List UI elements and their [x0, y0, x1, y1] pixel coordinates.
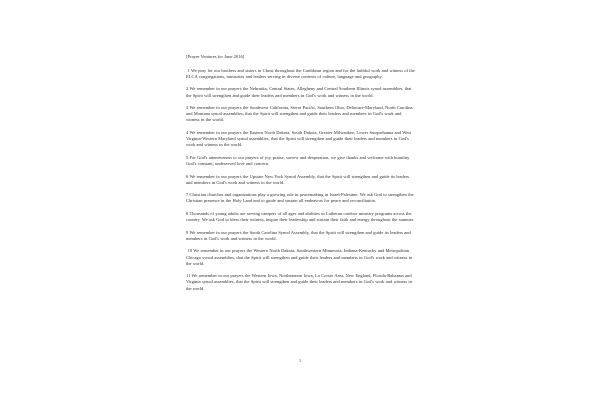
prayer-entry-2: 2 We remember in our prayers the Nebraska, Central States, Allegheny and Central Southern Illinois synod assemblies, that the Spirit will strengthen and guide their leaders and members in God's work and witness in the world.: [186, 86, 412, 98]
prayer-entry-1: 1 We pray for our brothers and sisters in Christ throughout the Caribbean region and for the faithful work and witness of the ELCA congregations, ministries and leaders serving in diverse contexts of culture, language and geography.: [186, 67, 415, 79]
prayer-entry-3: 3 We remember in our prayers the Southwest California, Sierra Pacific, Southern Ohio, Delaware-Maryland, North Carolina and Montana synod assemblies, that the Spirit will strengthen and guide their leaders and members in God's work and witness in the world.: [186, 105, 413, 123]
prayer-entry-11: 11 We remember in our prayers the Western Iowa, Northeastern Iowa, La Crosse Area, New England, Florida-Bahamas and Virginia synod assemblies, that the Spirit will strengthen and guide their leaders and members in God's work and witness in the world.: [186, 273, 412, 291]
prayer-entry-7: 7 Christian churches and organizations play a growing role in peacemaking in Israel-Palestine. We ask God to strengthen the Christian presence in the Holy Land and to guide and sustain all endeavors for peace and reconciliation.: [186, 192, 414, 204]
prayer-entry-9: 9 We remember in our prayers the South Carolina Synod Assembly, that the Spirit will strengthen and guide its leaders and members in God's work and witness in the world.: [186, 229, 411, 241]
prayer-entry-5: 5 For God's attentiveness to our prayers of joy, praise, sorrow and desperation, we give thanks and welcome with humility God's constant, undeserved love and concern.: [186, 154, 410, 166]
document-header: [Prayer Ventures for June 2016]: [186, 54, 245, 59]
prayer-entry-6: 6 We remember in our prayers the Upstate New York Synod Assembly, that the Spirit will strengthen and guide its leaders and members in God's work and witness in the world.: [186, 173, 410, 185]
document-text-column: [186, 54, 416, 292]
prayer-entry-8: 8 Thousands of young adults are serving campers of all ages and abilities in Lutheran outdoor ministry programs across the country. We ask God to bless their witness, inspire their leadership and sustain their faith and energy throughout the summer.: [186, 210, 415, 223]
page-number: 1: [298, 358, 302, 363]
prayer-entry-4: 4 We remember in our prayers the Eastern North Dakota, South Dakota, Greater Milwaukee, Lower Susquehanna and West Virginia-Western Maryland synod assemblies, that the Spirit will strengthen and guide their leaders and members in God's work and witness in the world.: [186, 129, 412, 148]
prayer-entry-10: 10 We remember in our prayers the Western North Dakota, Southwestern Minnesota, Indiana-Kentucky and Metropolitan Chicago synod assemblies, that the Spirit will strengthen and guide their leaders and members in God's work and witness in the world.: [186, 248, 413, 266]
